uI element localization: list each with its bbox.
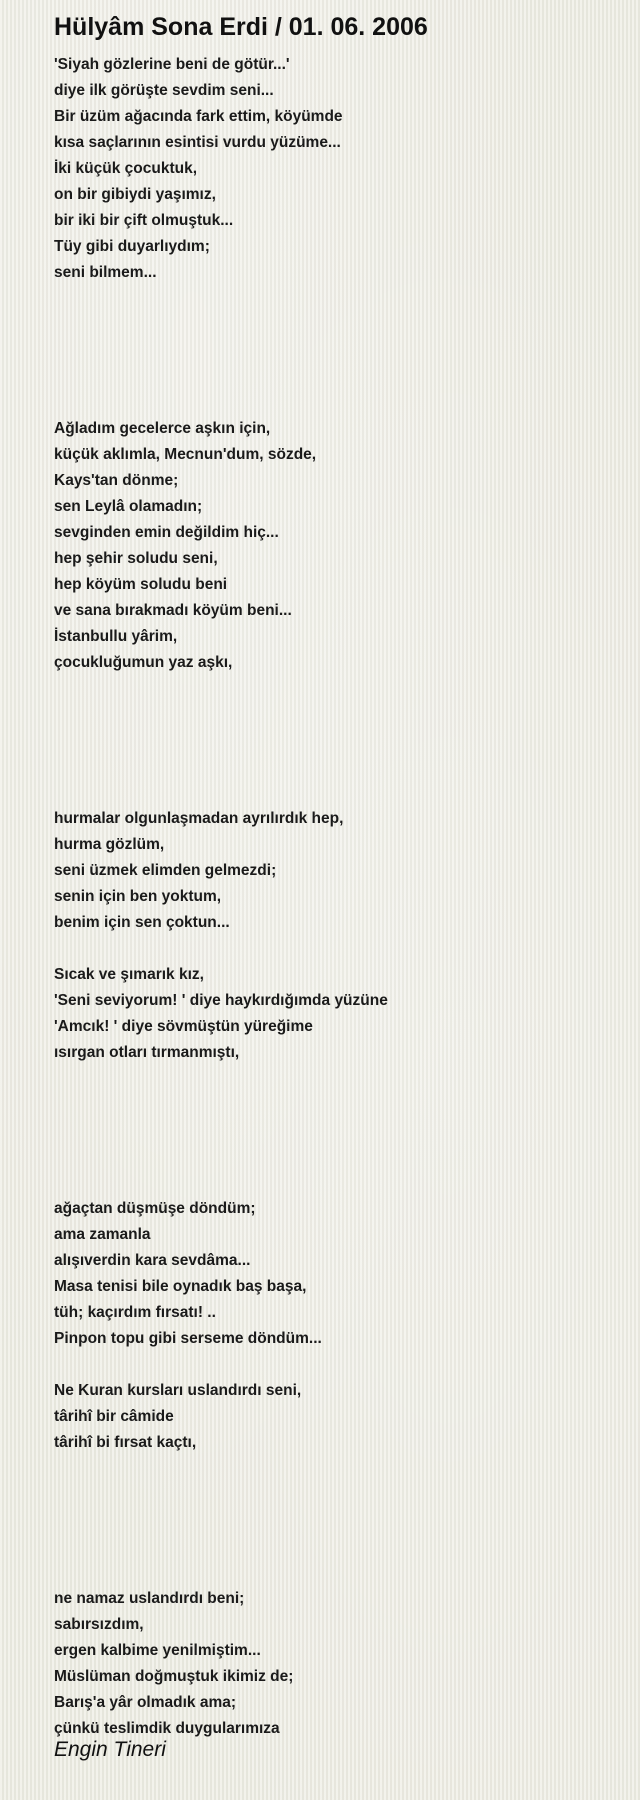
poem-title: Hülyâm Sona Erdi / 01. 06. 2006 (54, 13, 428, 41)
poem-line: Sıcak ve şımarık kız, (54, 966, 204, 983)
poem-line: ısırgan otları tırmanmıştı, (54, 1044, 240, 1061)
poem-line: târihî bi fırsat kaçtı, (54, 1434, 197, 1451)
poem-line: 'Siyah gözlerine beni de götür...' (54, 56, 290, 73)
poem-line: küçük aklımla, Mecnun'dum, sözde, (54, 446, 317, 463)
poem-line: Müslüman doğmuştuk ikimiz de; (54, 1668, 294, 1685)
stanza (54, 52, 614, 286)
poem-line: sevginden emin değildim hiç... (54, 524, 279, 541)
stanza-gap (54, 936, 614, 962)
poem-line: târihî bir câmide (54, 1408, 174, 1425)
author-name: Engin Tineri (54, 1738, 166, 1761)
poem-line: alışıverdin kara sevdâma... (54, 1252, 251, 1269)
poem-line: İki küçük çocuktuk, (54, 160, 197, 177)
poem-line: tüh; kaçırdım fırsatı! .. (54, 1304, 216, 1321)
poem-body (54, 52, 614, 1742)
poem-line: Kays'tan dönme; (54, 472, 179, 489)
poem-line: çocukluğumun yaz aşkı, (54, 654, 233, 671)
stanza-gap (54, 1066, 614, 1196)
stanza (54, 806, 614, 936)
poem-line: hep köyüm soludu beni (54, 576, 228, 593)
stanza (54, 1196, 614, 1352)
stanza-gap (54, 676, 614, 806)
stanza (54, 1586, 614, 1742)
poem-line: hep şehir soludu seni, (54, 550, 218, 567)
stanza-gap (54, 1352, 614, 1378)
poem-line: sabırsızdım, (54, 1616, 144, 1633)
poem-line: Masa tenisi bile oynadık baş başa, (54, 1278, 307, 1295)
poem-line: sen Leylâ olamadın; (54, 498, 203, 515)
poem-line: Tüy gibi duyarlıydım; (54, 238, 210, 255)
poem-line: benim için sen çoktun... (54, 914, 230, 931)
poem-line: senin için ben yoktum, (54, 888, 222, 905)
poem-line: seni bilmem... (54, 264, 157, 281)
poem-line: Barış'a yâr olmadık ama; (54, 1694, 237, 1711)
poem-line: hurmalar olgunlaşmadan ayrılırdık hep, (54, 810, 344, 827)
stanza-gap (54, 1456, 614, 1586)
poem-line: ne namaz uslandırdı beni; (54, 1590, 245, 1607)
poem-line: ve sana bırakmadı köyüm beni... (54, 602, 292, 619)
poem-line: bir iki bir çift olmuştuk... (54, 212, 234, 229)
stanza (54, 416, 614, 676)
poem-line: kısa saçlarının esintisi vurdu yüzüme... (54, 134, 341, 151)
poem-line: Ne Kuran kursları uslandırdı seni, (54, 1382, 302, 1399)
poem-line: hurma gözlüm, (54, 836, 165, 853)
poem-line: çünkü teslimdik duygularımıza (54, 1720, 280, 1737)
poem-line: 'Seni seviyorum! ' diye haykırdığımda yüzüne (54, 992, 388, 1009)
poem-line: ama zamanla (54, 1226, 151, 1243)
poem-line: 'Amcık! ' diye sövmüştün yüreğime (54, 1018, 313, 1035)
poem-line: İstanbullu yârim, (54, 628, 178, 645)
poem-line: ergen kalbime yenilmiştim... (54, 1642, 261, 1659)
poem-line: Bir üzüm ağacında fark ettim, köyümde (54, 108, 343, 125)
poem-line: Ağladım gecelerce aşkın için, (54, 420, 271, 437)
poem-line: ağaçtan düşmüşe döndüm; (54, 1200, 256, 1217)
poem-line: seni üzmek elimden gelmezdi; (54, 862, 277, 879)
poem-line: Pinpon topu gibi serseme döndüm... (54, 1330, 322, 1347)
stanza (54, 1378, 614, 1456)
stanza-gap (54, 286, 614, 416)
stanza (54, 962, 614, 1066)
poem-line: on bir gibiydi yaşımız, (54, 186, 216, 203)
poem-page (54, 12, 614, 1742)
poem-line: diye ilk görüşte sevdim seni... (54, 82, 274, 99)
